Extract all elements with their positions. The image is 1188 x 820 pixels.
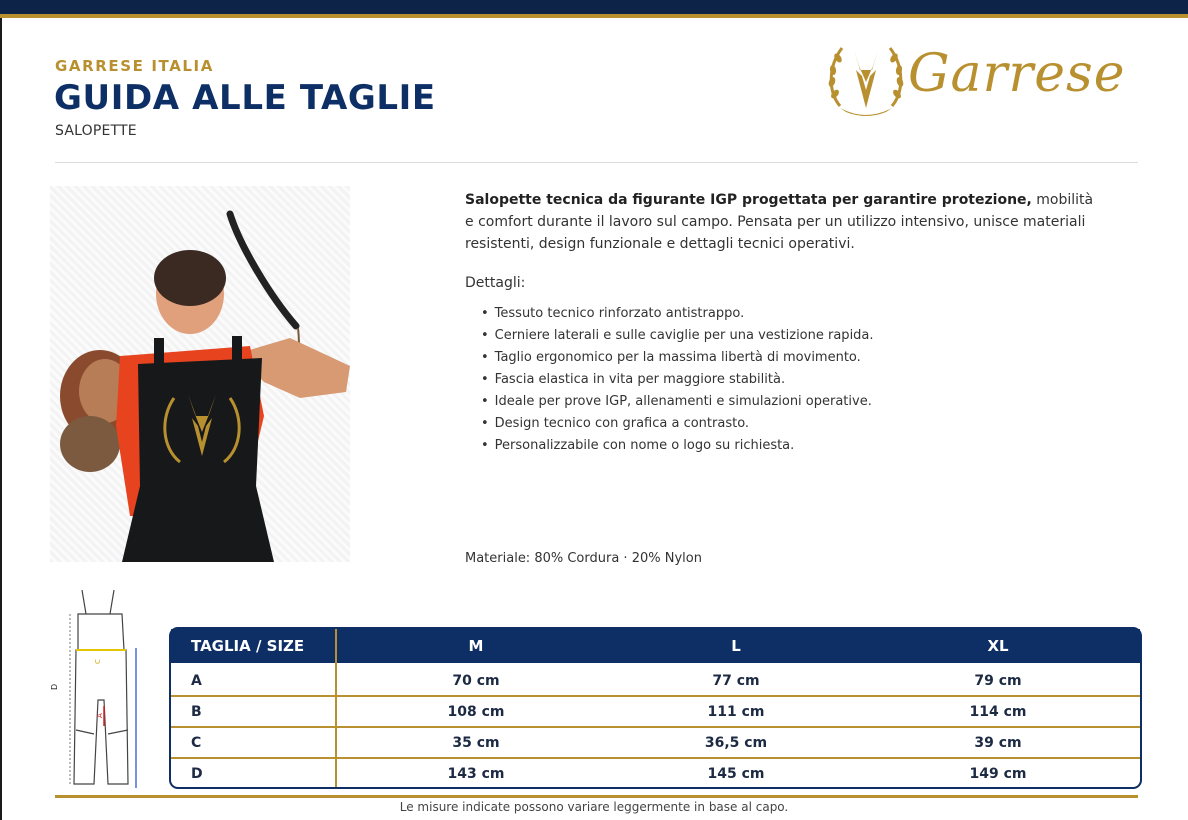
list-item: • Taglio ergonomico per la massima libertà di movimento. — [481, 347, 874, 369]
list-item: • Design tecnico con grafica a contrasto. — [481, 413, 874, 435]
cell-xl: 39 cm — [974, 734, 1022, 751]
cell-m: 143 cm — [447, 765, 505, 782]
list-item: • Ideale per prove IGP, allenamenti e simulazioni operative. — [481, 391, 874, 413]
table-row — [171, 665, 1140, 696]
list-item: • Personalizzabile con nome o logo su richiesta. — [481, 435, 874, 457]
description-intro-rest: mobilità e comfort durante il lavoro sul campo. Pensata per un utilizzo intensivo, unisce materiali resistenti, design funzionale e dettagli tecnici operativi. — [465, 192, 1094, 252]
footnote: Le misure indicate possono variare leggermente in base al capo. — [399, 800, 789, 814]
cell-l: 77 cm — [712, 672, 760, 689]
size-table — [169, 627, 1142, 789]
top-navy-bar — [0, 0, 1188, 14]
logo-wordmark: Garrese — [908, 44, 1126, 104]
figurant-back-photo-icon — [50, 186, 350, 562]
cell-xl: 79 cm — [974, 672, 1022, 689]
cell-xl: 149 cm — [969, 765, 1027, 782]
page-title: GUIDA ALLE TAGLIE — [54, 78, 436, 118]
list-item: • Tessuto tecnico rinforzato antistrappo. — [481, 303, 874, 325]
sketch-label-c: C — [94, 659, 102, 664]
header-xl: XL — [987, 637, 1009, 655]
table-row — [171, 727, 1140, 758]
list-item: • Cerniere laterali e sulle caviglie per una vestizione rapida. — [481, 325, 874, 347]
cell-m: 35 cm — [452, 734, 500, 751]
product-description — [465, 189, 1105, 255]
table-row — [171, 696, 1140, 727]
row-label: A — [191, 672, 202, 689]
cell-xl: 114 cm — [969, 703, 1027, 720]
table-row — [171, 758, 1140, 789]
footer-divider — [55, 795, 1138, 798]
top-gold-stripe — [0, 14, 1188, 18]
cell-l: 111 cm — [707, 703, 765, 720]
garrese-logo — [826, 36, 1136, 120]
page-subtitle: SALOPETTE — [55, 123, 137, 139]
cell-m: 70 cm — [452, 672, 500, 689]
list-item: • Fascia elastica in vita per maggiore stabilità. — [481, 369, 874, 391]
header-l: L — [731, 637, 741, 655]
header-m: M — [468, 637, 484, 655]
brand-label: GARRESE ITALIA — [55, 57, 214, 75]
salopette-measurement-sketch-icon — [52, 588, 144, 792]
cell-m: 108 cm — [447, 703, 505, 720]
page-left-edge — [0, 18, 2, 820]
description-intro-bold: Salopette tecnica da figurante IGP progettata per garantire protezione, — [465, 192, 1032, 208]
details-label: Dettagli: — [465, 275, 526, 291]
table-header — [171, 629, 1140, 663]
cell-l: 145 cm — [707, 765, 765, 782]
details-list — [481, 303, 874, 457]
row-label: B — [191, 703, 202, 720]
cell-l: 36,5 cm — [704, 734, 768, 751]
row-label: C — [191, 734, 202, 751]
product-photo — [50, 186, 350, 562]
sketch-label-a: A — [96, 713, 104, 718]
row-label: D — [191, 765, 203, 782]
header-divider — [55, 162, 1138, 163]
header-size: TAGLIA / SIZE — [191, 637, 305, 655]
measurement-sketch — [52, 588, 144, 792]
material-info: Materiale: 80% Cordura · 20% Nylon — [465, 551, 702, 566]
dog-head-laurel-icon — [826, 36, 906, 120]
column-divider — [335, 629, 337, 787]
sketch-label-d: D — [50, 683, 59, 690]
